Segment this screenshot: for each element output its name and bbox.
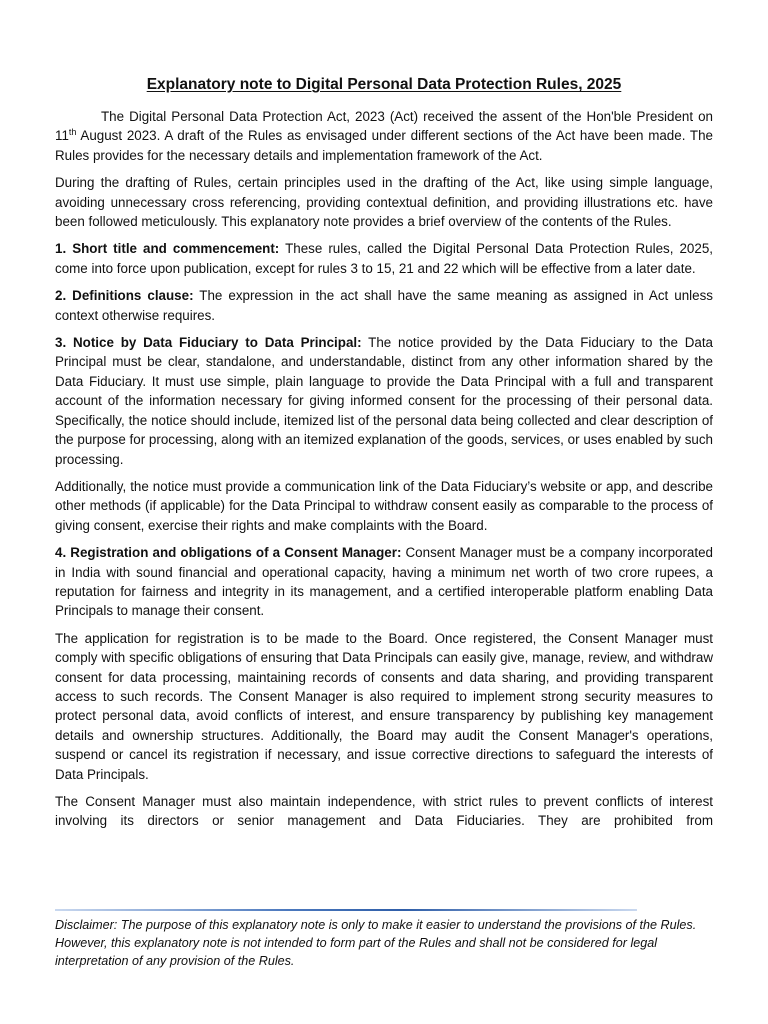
section-3-text: The notice provided by the Data Fiduciary to the Data Principal must be clear, standalone, and understandable, distinct from any other information shared by the Data Fiduciary. It must use simple, plain language to provide the Data Principal with a full and transparent account of the information necessary for giving informed consent for the processing of their personal data. Specifically, the notice should include, itemized list of the personal data being collected and clear description of the purpose for processing, along with an itemized explanation of the goods, services, or uses enabled by such processing. <box>55 335 713 467</box>
document-body <box>55 107 713 839</box>
drafting-paragraph: During the drafting of Rules, certain principles used in the drafting of the Act, like using simple language, avoiding unnecessary cross referencing, providing contextual definition, and providing illustrations etc. have been followed meticulously. This explanatory note provides a brief overview of the contents of the Rules. <box>55 175 713 230</box>
section-2-paragraph <box>55 286 713 325</box>
section-4-paragraph <box>55 543 713 621</box>
consent-manager-application-paragraph: The application for registration is to be made to the Board. Once registered, the Consent Manager must comply with specific obligations of ensuring that Data Principals can easily give, manage, review, and withdraw consent for data processing, maintaining records of consents and data sharing, and providing transparent access to such records. The Consent Manager is also required to implement strong security measures to protect personal data, avoid conflicts of interest, and ensure transparency by publishing key management details and ownership structures. Additionally, the Board may audit the Consent Manager's operations, suspend or cancel its registration if necessary, and issue corrective directions to safeguard the interests of Data Principals. <box>55 630 713 782</box>
section-1-heading: 1. Short title and commencement: <box>55 241 280 257</box>
section-1-paragraph <box>55 239 713 278</box>
intro-text-1: The Digital Personal Data Protection Act, 2023 (Act) received the assent of the Hon'ble President on 11 <box>55 109 713 144</box>
intro-text-2: August 2023. A draft of the Rules as envisaged under different sections of the Act have been made. The Rules provides for the necessary details and implementation framework of the Act. <box>55 128 713 163</box>
section-3-paragraph <box>55 333 713 469</box>
section-4-heading: 4. Registration and obligations of a Consent Manager: <box>55 545 402 561</box>
consent-manager-independence-paragraph: The Consent Manager must also maintain independence, with strict rules to prevent conflicts of interest involving its directors or senior management and Data Fiduciaries. They are prohibited from <box>55 794 713 829</box>
ordinal-suffix: th <box>68 127 77 138</box>
section-1-text: These rules, called the Digital Personal Data Protection Rules, 2025, come into force upon publication, except for rules 3 to 15, 21 and 22 which will be effective from a later date. <box>55 241 713 276</box>
notice-additional-paragraph: Additionally, the notice must provide a communication link of the Data Fiduciary’s website or app, and describe other methods (if applicable) for the Data Principal to withdraw consent easily as comparable to the process of giving consent, exercise their rights and make complaints with the Board. <box>55 478 713 533</box>
disclaimer-footnote: Disclaimer: The purpose of this explanatory note is only to make it easier to understand the provisions of the Rules. However, this explanatory note is not intended to form part of the Rules and shall not be considered for legal interpretation of any provision of the Rules. <box>55 918 697 968</box>
intro-paragraph <box>55 107 713 165</box>
footer-divider <box>55 909 637 911</box>
section-3-heading: 3. Notice by Data Fiduciary to Data Principal: <box>55 335 362 351</box>
page-title: Explanatory note to Digital Personal Data Protection Rules, 2025 <box>146 76 622 93</box>
section-2-heading: 2. Definitions clause: <box>55 288 194 304</box>
section-4-text: Consent Manager must be a company incorporated in India with sound financial and operational capacity, having a minimum net worth of two crore rupees, a reputation for fairness and integrity in its management, and a certified interoperable platform enabling Data Principals to manage their consent. <box>55 545 713 619</box>
section-2-text: The expression in the act shall have the same meaning as assigned in Act unless context otherwise requires. <box>55 288 713 323</box>
